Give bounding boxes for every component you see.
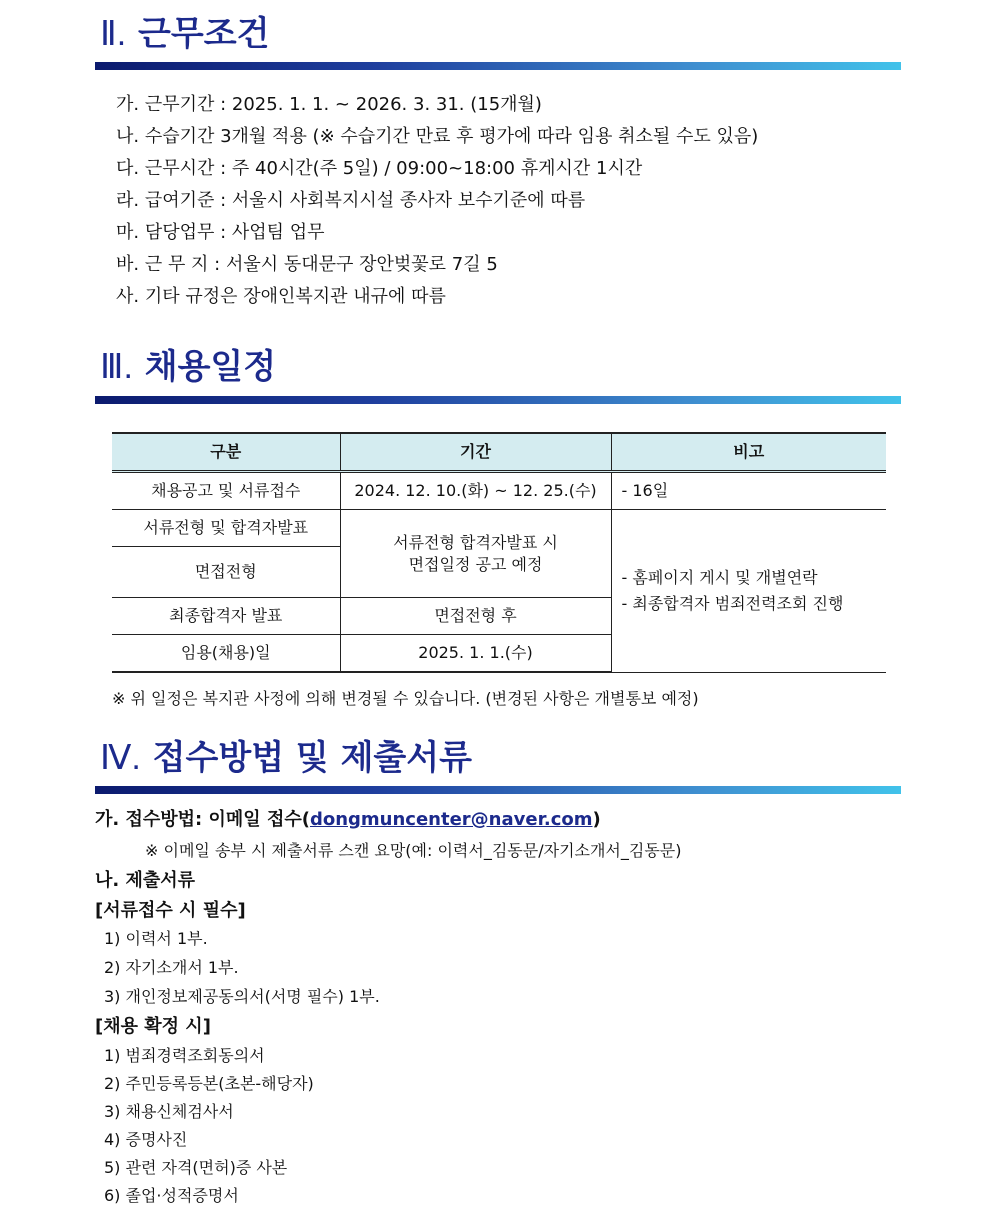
table-cell: 임용(채용)일 xyxy=(112,635,340,673)
table-header: 기간 xyxy=(340,433,611,472)
section-3-title xyxy=(100,347,276,387)
email-note: ※ 이메일 송부 시 제출서류 스캔 요망(예: 이력서_김동문/자기소개서_김동문) xyxy=(145,841,682,860)
submission-method xyxy=(95,808,601,832)
probation-period: 나. 수습기간 3개월 적용 (※ 수습기간 만료 후 평가에 따라 임용 취소될 수도 있음) xyxy=(116,126,759,147)
table-cell: 최종합격자 발표 xyxy=(112,598,340,635)
work-location: 바. 근 무 지 : 서울시 동대문구 장안벚꽃로 7길 5 xyxy=(116,254,498,275)
table-cell: 2025. 1. 1.(수) xyxy=(340,635,611,673)
table-header-row xyxy=(112,433,886,472)
list-item: 2) 주민등록등본(초본-해당자) xyxy=(104,1074,314,1093)
list-item: 1) 이력서 1부. xyxy=(104,929,208,948)
section-2-heading: 근무조건 xyxy=(138,14,270,54)
table-cell: 서류전형 및 합격자발표 xyxy=(112,510,340,547)
list-item: 3) 개인정보제공동의서(서명 필수) 1부. xyxy=(104,987,380,1006)
section-3-heading: 채용일정 xyxy=(144,347,277,387)
table-header: 구분 xyxy=(112,433,340,472)
section-4-divider xyxy=(95,786,901,794)
table-row xyxy=(112,510,886,547)
section-2-title xyxy=(100,14,269,54)
table-header: 비고 xyxy=(611,433,886,472)
table-cell: 채용공고 및 서류접수 xyxy=(112,472,340,510)
documents-heading: 나. 제출서류 xyxy=(95,870,196,891)
table-cell: 면접전형 후 xyxy=(340,598,611,635)
table-cell: 면접전형 xyxy=(112,547,340,598)
work-period: 가. 근무기간 : 2025. 1. 1. ~ 2026. 3. 31. (15개월) xyxy=(116,94,542,115)
table-cell: 2024. 12. 10.(화) ~ 12. 25.(수) xyxy=(340,472,611,510)
list-item: 5) 관련 자격(면허)증 사본 xyxy=(104,1158,288,1177)
salary-standard: 라. 급여기준 : 서울시 사회복지시설 종사자 보수기준에 따름 xyxy=(116,190,586,211)
list-item: 2) 자기소개서 1부. xyxy=(104,958,239,977)
section-3-number: Ⅲ. xyxy=(100,348,133,386)
schedule-note: ※ 위 일정은 복지관 사정에 의해 변경될 수 있습니다. (변경된 사항은 개별통보 예정) xyxy=(112,689,699,708)
submission-method-close: ) xyxy=(592,809,601,830)
list-item: 4) 증명사진 xyxy=(104,1130,188,1149)
table-cell-line: - 홈페이지 게시 및 개별연락 xyxy=(621,567,818,587)
list-item: 6) 졸업·성적증명서 xyxy=(104,1186,239,1205)
section-2-number: Ⅱ. xyxy=(100,15,127,53)
table-cell-line: 서류전형 합격자발표 시 xyxy=(393,532,558,552)
email-link[interactable]: dongmuncenter@naver.com xyxy=(309,809,593,830)
table-cell-line: 면접일정 공고 예정 xyxy=(408,554,543,574)
section-3-divider xyxy=(95,396,901,404)
section-2-divider xyxy=(95,62,901,70)
list-item: 1) 범죄경력조회동의서 xyxy=(104,1046,265,1065)
duties: 마. 담당업무 : 사업팀 업무 xyxy=(116,222,325,243)
schedule-table xyxy=(112,432,886,673)
required-docs-heading: [서류접수 시 필수] xyxy=(95,900,246,921)
work-hours: 다. 근무시간 : 주 40시간(주 5일) / 09:00~18:00 휴게시간 1시간 xyxy=(116,158,643,179)
other-rules: 사. 기타 규정은 장애인복지관 내규에 따름 xyxy=(116,286,446,307)
table-row xyxy=(112,472,886,510)
table-cell-merged xyxy=(340,510,611,598)
section-4-heading: 접수방법 및 제출서류 xyxy=(152,738,472,778)
table-cell: - 16일 xyxy=(611,472,886,510)
section-4-title xyxy=(100,738,472,778)
section-4-number: Ⅳ. xyxy=(100,739,141,777)
submission-method-label: 가. 접수방법: 이메일 접수( xyxy=(95,809,310,830)
table-cell-merged xyxy=(611,510,886,673)
list-item: 3) 채용신체검사서 xyxy=(104,1102,234,1121)
hiring-docs-heading: [채용 확정 시] xyxy=(95,1016,211,1037)
table-cell-line: - 최종합격자 범죄전력조회 진행 xyxy=(621,593,844,613)
